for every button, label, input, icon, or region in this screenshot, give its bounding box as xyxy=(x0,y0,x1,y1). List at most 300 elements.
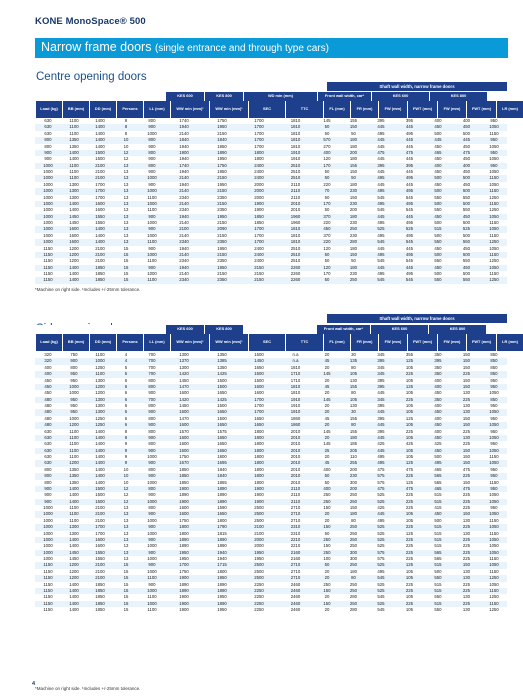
table-cell: 800 xyxy=(61,365,87,371)
table-cell: 1100 xyxy=(139,195,165,201)
table-cell: 900 xyxy=(139,182,165,188)
table-cell: 1000 xyxy=(61,416,87,422)
table-cell: 50 xyxy=(314,124,340,130)
table-cell: 6 xyxy=(113,378,139,384)
table-cell: 1600 xyxy=(61,226,87,232)
table-cell: 1715 xyxy=(203,562,241,568)
table-cell: 2340 xyxy=(165,207,203,213)
table-cell: 900 xyxy=(35,492,61,498)
table-cell: 1050 xyxy=(481,435,507,441)
table-cell: 445 xyxy=(395,124,424,130)
table-cell: 900 xyxy=(139,537,165,543)
table-cell: 415 xyxy=(424,505,452,511)
table-cell: 9 xyxy=(113,460,139,466)
table-cell: 800 xyxy=(139,486,165,492)
table-cell: 20 xyxy=(314,454,340,460)
table-cell: 125 xyxy=(395,480,424,486)
table-cell: 1800 xyxy=(241,473,277,479)
table-cell: 495 xyxy=(367,569,395,575)
table-cell: 495 xyxy=(367,188,395,194)
table-cell: 900 xyxy=(139,460,165,466)
table-cell: 565 xyxy=(424,556,452,562)
table-cell: 1810 xyxy=(277,226,314,232)
table-cell: 150 xyxy=(340,124,367,130)
table-cell: 1300 xyxy=(61,182,87,188)
table-cell: 8 xyxy=(113,435,139,441)
table-cell: 1150 xyxy=(481,556,507,562)
table-cell: 1050 xyxy=(481,448,507,454)
table-cell: 500 xyxy=(424,252,452,258)
table-cell: 445 xyxy=(367,409,395,415)
table-cell: 2150 xyxy=(241,265,277,271)
table-cell: 225 xyxy=(452,582,481,588)
table-cell: 6 xyxy=(113,384,139,390)
table-cell: 50 xyxy=(314,531,340,537)
table-cell: 2310 xyxy=(277,531,314,537)
table-cell: 2350 xyxy=(203,258,241,264)
table-cell: 475 xyxy=(452,150,481,156)
table-cell: 800 xyxy=(35,467,61,473)
table-cell: 950 xyxy=(481,378,507,384)
table-cell: 700 xyxy=(139,397,165,403)
table-cell: 1550 xyxy=(87,214,113,220)
table-cell: 20 xyxy=(314,511,340,517)
table-cell: 20 xyxy=(314,352,340,358)
table-cell: 15 xyxy=(113,252,139,258)
table-cell: 1900 xyxy=(241,492,277,498)
table-cell: 2110 xyxy=(277,182,314,188)
table-cell: 13 xyxy=(113,233,139,239)
table-cell: 1900 xyxy=(241,207,277,213)
table-cell: 180 xyxy=(340,246,367,252)
table-cell: 2150 xyxy=(203,220,241,226)
table-cell: 445 xyxy=(367,182,395,188)
table-cell: 1000 xyxy=(35,518,61,524)
table-cell: 180 xyxy=(340,511,367,517)
table-cell: 450 xyxy=(424,390,452,396)
table-cell: 395 xyxy=(367,429,395,435)
table-cell: 525 xyxy=(367,543,395,549)
table-cell: 150 xyxy=(452,511,481,517)
table-cell: 515 xyxy=(424,537,452,543)
table-cell: 1300 xyxy=(61,531,87,537)
table-cell: 1940 xyxy=(165,156,203,162)
table-cell: 1950 xyxy=(203,265,241,271)
table-cell: 150 xyxy=(314,505,340,511)
table-cell: 1470 xyxy=(165,416,203,422)
table-cell: 1050 xyxy=(481,265,507,271)
table-cell: 12 xyxy=(113,156,139,162)
table-cell: 950 xyxy=(481,473,507,479)
table-cell: 1100 xyxy=(61,175,87,181)
table-cell: 250 xyxy=(340,562,367,568)
table-cell: 1500 xyxy=(87,156,113,162)
table-cell: 2510 xyxy=(277,169,314,175)
table-cell: 1150 xyxy=(481,175,507,181)
table-cell: 1750 xyxy=(203,163,241,169)
table-cell: 1150 xyxy=(481,601,507,607)
table-cell: 225 xyxy=(452,505,481,511)
table-cell: 1100 xyxy=(61,511,87,517)
table-cell: 1950 xyxy=(203,156,241,162)
table-cell: 13 xyxy=(113,163,139,169)
table-cell: 225 xyxy=(452,537,481,543)
table-cell: 145 xyxy=(314,429,340,435)
table-cell: 1000 xyxy=(139,233,165,239)
table-cell: 1900 xyxy=(165,499,203,505)
table-cell: 13 xyxy=(113,195,139,201)
table-cell: 1500 xyxy=(241,371,277,377)
table-cell: 1300 xyxy=(87,403,113,409)
table-cell: 130 xyxy=(452,569,481,575)
table-cell: 400 xyxy=(424,384,452,390)
table-cell: 2010 xyxy=(277,429,314,435)
table-cell: 220 xyxy=(314,239,340,245)
table-cell: 2460 xyxy=(277,594,314,600)
table-cell: 1000 xyxy=(87,358,113,364)
table-cell: 445 xyxy=(395,182,424,188)
table-cell: 1400 xyxy=(87,441,113,447)
table-cell: 395 xyxy=(367,358,395,364)
table-cell: 1350 xyxy=(61,144,87,150)
table-cell: 225 xyxy=(452,429,481,435)
table-cell: 450 xyxy=(452,156,481,162)
table-cell: 800 xyxy=(139,118,165,124)
table-cell: 150 xyxy=(452,416,481,422)
column-header: WW min (mm)¹ xyxy=(210,334,249,351)
table-cell: 395 xyxy=(367,416,395,422)
table-cell: 1500 xyxy=(203,378,241,384)
table-cell: 1400 xyxy=(87,131,113,137)
column-header: Persons xyxy=(117,101,144,118)
table-cell: 1250 xyxy=(481,277,507,283)
table-cell: 445 xyxy=(367,390,395,396)
table-cell: 250 xyxy=(314,492,340,498)
table-cell: 1810 xyxy=(277,390,314,396)
table-cell: 500 xyxy=(424,271,452,277)
table-cell: 2400 xyxy=(241,258,277,264)
table-cell: 1800 xyxy=(241,441,277,447)
table-cell: 1400 xyxy=(61,601,87,607)
table-cell: 10 xyxy=(113,480,139,486)
table-cell: 230 xyxy=(340,201,367,207)
table-cell: 345 xyxy=(367,365,395,371)
table-cell: 1800 xyxy=(203,518,241,524)
table-cell: 180 xyxy=(340,435,367,441)
table-cell: 125 xyxy=(395,531,424,537)
column-header: TTC xyxy=(286,101,324,118)
table-cell: 1800 xyxy=(241,460,277,466)
table-cell: 450 xyxy=(424,169,452,175)
table-cell: 1740 xyxy=(165,163,203,169)
table-cell: 480 xyxy=(35,403,61,409)
table-cell: 125 xyxy=(395,460,424,466)
table-cell: 630 xyxy=(35,429,61,435)
table-cell: 950 xyxy=(481,118,507,124)
side-note: *Machine on right side. ¹Includes +/-25mm tolerance. xyxy=(35,686,141,691)
table-cell: 800 xyxy=(139,384,165,390)
table-cell: 130 xyxy=(340,403,367,409)
group-kes800: KES 800 xyxy=(205,325,244,334)
table-cell: 525 xyxy=(367,524,395,530)
table-cell: 1050 xyxy=(481,422,507,428)
table-cell: 1810 xyxy=(277,124,314,130)
table-cell: 900 xyxy=(139,169,165,175)
table-cell: 20 xyxy=(314,575,340,581)
table-cell: 400 xyxy=(314,150,340,156)
table-cell: 1800 xyxy=(203,454,241,460)
table-cell: 225 xyxy=(395,371,424,377)
table-cell: 1650 xyxy=(241,365,277,371)
column-header: FWT (mm) xyxy=(467,334,497,351)
table-cell: 545 xyxy=(367,594,395,600)
table-cell: 350 xyxy=(424,365,452,371)
table-cell: 400 xyxy=(424,403,452,409)
table-cell: 450 xyxy=(424,144,452,150)
table-cell: 6 xyxy=(113,403,139,409)
table-cell: 1890 xyxy=(203,543,241,549)
table-cell: 50 xyxy=(314,175,340,181)
table-cell: 1385 xyxy=(203,358,241,364)
table-cell: 495 xyxy=(395,220,424,226)
table-cell: 1600 xyxy=(165,409,203,415)
table-cell: 1650 xyxy=(203,441,241,447)
table-cell: 1350 xyxy=(203,352,241,358)
table-cell: 9 xyxy=(113,441,139,447)
table-cell: 1300 xyxy=(87,409,113,415)
table-cell: 450 xyxy=(424,156,452,162)
table-cell: 1000 xyxy=(35,188,61,194)
column-header: FR (mm) xyxy=(351,101,379,118)
table-cell: 1150 xyxy=(35,562,61,568)
table-cell: 225 xyxy=(395,582,424,588)
table-cell: 1200 xyxy=(87,390,113,396)
table-cell: 475 xyxy=(452,486,481,492)
table-cell: 1950 xyxy=(241,550,277,556)
table-cell: 495 xyxy=(395,175,424,181)
table-cell: 545 xyxy=(367,207,395,213)
table-cell: 2000 xyxy=(241,182,277,188)
table-cell: 550 xyxy=(452,207,481,213)
table-cell: 1150 xyxy=(35,588,61,594)
table-cell: 13 xyxy=(113,524,139,530)
table-cell: 800 xyxy=(35,480,61,486)
table-cell: 1850 xyxy=(87,271,113,277)
table-cell: 15 xyxy=(113,575,139,581)
table-cell: 300 xyxy=(340,480,367,486)
table-cell: 8 xyxy=(113,124,139,130)
table-cell: 15 xyxy=(113,277,139,283)
table-cell: 250 xyxy=(340,588,367,594)
table-cell: 550 xyxy=(424,195,452,201)
table-cell: 2400 xyxy=(241,246,277,252)
table-cell: 900 xyxy=(139,562,165,568)
table-cell: 1950 xyxy=(203,575,241,581)
table-cell: 150 xyxy=(314,543,340,549)
table-cell: 2100 xyxy=(87,511,113,517)
table-cell: 550 xyxy=(424,239,452,245)
table-cell: 1850 xyxy=(87,277,113,283)
table-cell: 1150 xyxy=(35,258,61,264)
table-cell: 2210 xyxy=(277,537,314,543)
table-cell: 445 xyxy=(424,137,452,143)
table-cell: 2100 xyxy=(87,575,113,581)
table-cell: 1890 xyxy=(165,543,203,549)
table-cell: 200 xyxy=(340,207,367,213)
table-cell: 445 xyxy=(367,137,395,143)
table-cell: 465 xyxy=(424,467,452,473)
side-shaft-header: Shaft wall width, narrow frame doors xyxy=(327,314,507,323)
table-cell: 1400 xyxy=(61,265,87,271)
table-cell: 1810 xyxy=(277,137,314,143)
table-cell: 1050 xyxy=(481,550,507,556)
table-cell: 950 xyxy=(61,409,87,415)
table-cell: 450 xyxy=(35,378,61,384)
table-cell: 105 xyxy=(395,454,424,460)
table-cell: 550 xyxy=(424,207,452,213)
table-cell: 6 xyxy=(113,390,139,396)
table-cell: 15 xyxy=(113,246,139,252)
table-cell: 250 xyxy=(340,524,367,530)
table-cell: 1890 xyxy=(203,537,241,543)
table-cell: 225 xyxy=(452,473,481,479)
table-cell: 395 xyxy=(395,163,424,169)
table-cell: 9 xyxy=(113,454,139,460)
table-cell: 2150 xyxy=(203,131,241,137)
table-cell: 300 xyxy=(340,550,367,556)
table-cell: 850 xyxy=(481,352,507,358)
table-cell: 1815 xyxy=(203,531,241,537)
table-cell: 1300 xyxy=(87,397,113,403)
table-cell: 110 xyxy=(340,454,367,460)
table-cell: 495 xyxy=(367,252,395,258)
table-cell: 1700 xyxy=(241,118,277,124)
table-cell: 1050 xyxy=(481,390,507,396)
table-cell: 1000 xyxy=(35,233,61,239)
table-cell: 1000 xyxy=(139,601,165,607)
table-cell: 1590 xyxy=(203,505,241,511)
table-cell: 475 xyxy=(395,467,424,473)
table-cell: 225 xyxy=(452,371,481,377)
table-cell: 1550 xyxy=(87,220,113,226)
table-cell: 1900 xyxy=(165,607,203,613)
table-cell: 2510 xyxy=(277,175,314,181)
table-cell: 1100 xyxy=(61,163,87,169)
table-cell: 850 xyxy=(481,371,507,377)
table-cell: 1200 xyxy=(61,575,87,581)
table-cell: 135 xyxy=(340,358,367,364)
table-cell: 2260 xyxy=(277,277,314,283)
column-header: FW (mm) xyxy=(379,101,408,118)
table-cell: 1370 xyxy=(165,358,203,364)
table-cell: 1650 xyxy=(203,390,241,396)
column-header: Load (kg) xyxy=(36,334,63,351)
table-cell: 1650 xyxy=(241,416,277,422)
table-cell: 13 xyxy=(113,214,139,220)
table-cell: 395 xyxy=(367,163,395,169)
table-cell: 13 xyxy=(113,201,139,207)
table-cell: 900 xyxy=(139,550,165,556)
table-cell: 250 xyxy=(314,550,340,556)
table-cell: 1890 xyxy=(203,601,241,607)
table-cell: 170 xyxy=(314,271,340,277)
table-cell: 2100 xyxy=(87,252,113,258)
table-cell: 2100 xyxy=(87,258,113,264)
table-cell: 400 xyxy=(424,429,452,435)
table-cell: 1150 xyxy=(481,271,507,277)
table-cell: 230 xyxy=(340,473,367,479)
table-cell: 8 xyxy=(113,131,139,137)
table-cell: 2010 xyxy=(277,207,314,213)
table-cell: 1810 xyxy=(277,239,314,245)
table-cell: 250 xyxy=(340,499,367,505)
table-cell: 1910 xyxy=(277,403,314,409)
table-cell: 200 xyxy=(340,150,367,156)
table-cell: 545 xyxy=(395,258,424,264)
table-cell: 1700 xyxy=(241,131,277,137)
centre-shaft-header: Shaft wall width, narrow frame doors xyxy=(327,82,507,91)
table-cell: 1150 xyxy=(35,252,61,258)
table-cell: 225 xyxy=(395,429,424,435)
table-cell: 1350 xyxy=(61,473,87,479)
table-cell: 50 xyxy=(340,258,367,264)
table-cell: 120 xyxy=(314,156,340,162)
table-cell: 225 xyxy=(452,499,481,505)
table-cell: 480 xyxy=(35,422,61,428)
table-cell: 950 xyxy=(61,403,87,409)
table-cell: 1100 xyxy=(61,518,87,524)
side-group-header xyxy=(35,325,512,334)
table-cell: 2100 xyxy=(87,562,113,568)
table-cell: 1450 xyxy=(61,550,87,556)
table-cell: 1890 xyxy=(203,492,241,498)
table-cell: 1050 xyxy=(481,144,507,150)
table-cell: 1850 xyxy=(87,607,113,613)
table-cell: 450 xyxy=(35,390,61,396)
table-cell: 1150 xyxy=(481,569,507,575)
table-cell: 155 xyxy=(340,429,367,435)
table-cell: 50 xyxy=(314,169,340,175)
table-cell: 495 xyxy=(367,271,395,277)
table-cell: 1550 xyxy=(87,556,113,562)
table-cell: 80 xyxy=(340,518,367,524)
group-kes800: KES 800 xyxy=(205,92,244,101)
table-cell: 5 xyxy=(113,365,139,371)
table-cell: 12 xyxy=(113,492,139,498)
table-cell: 800 xyxy=(139,467,165,473)
group-front-wall: Front wall width, car* xyxy=(317,325,371,334)
table-cell: 800 xyxy=(139,429,165,435)
table-cell: 2500 xyxy=(241,575,277,581)
table-cell: 1100 xyxy=(61,435,87,441)
table-cell: 900 xyxy=(139,144,165,150)
table-cell: 2710 xyxy=(277,505,314,511)
table-cell: 2140 xyxy=(165,131,203,137)
table-cell: 1000 xyxy=(35,201,61,207)
table-cell: 280 xyxy=(340,594,367,600)
table-cell: 1000 xyxy=(61,390,87,396)
table-cell: 1850 xyxy=(87,601,113,607)
table-cell: 2160 xyxy=(277,556,314,562)
table-cell: 450 xyxy=(314,226,340,232)
table-cell: 2150 xyxy=(241,277,277,283)
table-cell: 1700 xyxy=(241,124,277,130)
table-cell: 630 xyxy=(35,454,61,460)
table-cell: 1400 xyxy=(61,156,87,162)
table-cell: 2000 xyxy=(241,188,277,194)
table-cell: 550 xyxy=(452,258,481,264)
table-cell: 1910 xyxy=(277,150,314,156)
